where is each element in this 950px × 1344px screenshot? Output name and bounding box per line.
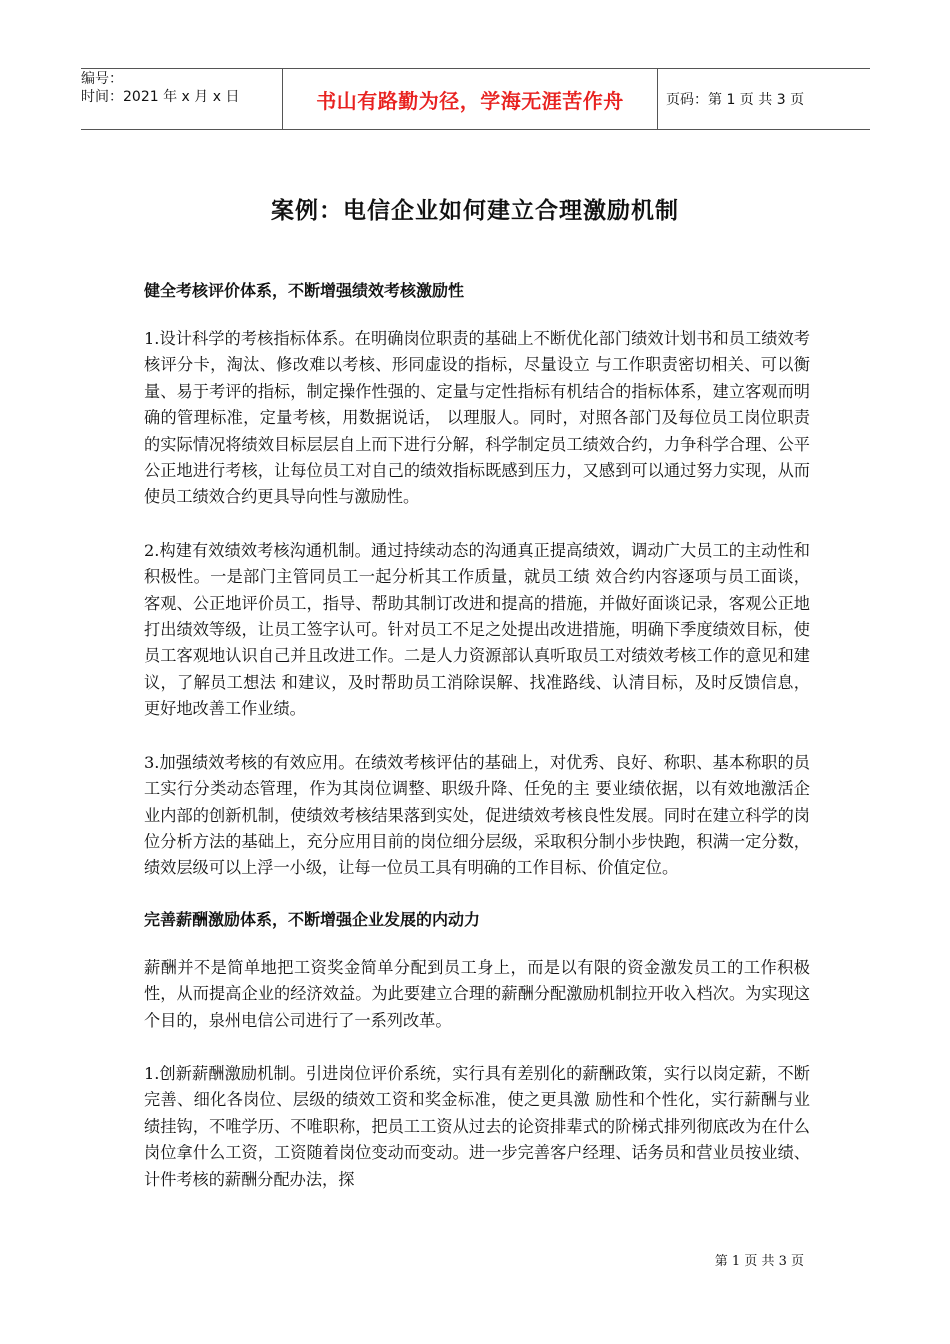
document-body (144, 280, 810, 1220)
body-paragraph: 2.构建有效绩效考核沟通机制。通过持续动态的沟通真正提高绩效，调动广大员工的主动性和积极性。一是部门主管同员工一起分析其工作质量，就员工绩 效合约内容逐项与员工面谈，客观、公正地评价员工，指导、帮助其制订改进和提高的措施，并做好面谈记录，客观公正地打出绩效等级，让员工签字认可。针对员工不足之处提出改进措施，明确下季度绩效目标，使员工客观地认识自己并且改进工作。二是人力资源部认真听取员工对绩效考核工作的意见和建议，了解员工想法 和建议，及时帮助员工消除误解、找准路线、认清目标，及时反馈信息，更好地改善工作业绩。 (144, 540, 810, 719)
section-heading: 完善薪酬激励体系，不断增强企业发展的内动力 (144, 909, 481, 929)
document-number-label: 编号： (81, 71, 123, 87)
body-paragraph: 3.加强绩效考核的有效应用。在绩效考核评估的基础上，对优秀、良好、称职、基本称职的员工实行分类动态管理，作为其岗位调整、职级升降、任免的主 要业绩依据，以有效地激活企业内部的创新机制，使绩效考核结果落到实处，促进绩效考核良性发展。同时在建立科学的岗位分析方法的基础上，充分应用目前的岗位细分层级，采取积分制小步快跑，积满一定分数，绩效层级可以上浮一小级，让每一位员工具有明确的工作目标、价值定位。 (144, 752, 810, 878)
body-paragraph: 薪酬并不是简单地把工资奖金简单分配到员工身上，而是以有限的资金激发员工的工作积极性，从而提高企业的经济效益。为此要建立合理的薪酬分配激励机制拉开收入档次。为实现这个目的，泉州电信公司进行了一系列改革。 (144, 957, 810, 1030)
body-paragraph: 1.设计科学的考核指标体系。在明确岗位职责的基础上不断优化部门绩效计划书和员工绩效考核评分卡，淘汰、修改难以考核、形同虚设的指标，尽量设立 与工作职责密切相关、可以衡量、易于考评的指标，制定操作性强的、定量与定性指标有机结合的指标体系，建立客观而明确的管理标准，定量考核，用数据说话， 以理服人。同时，对照各部门及每位员工岗位职责的实际情况将绩效目标层层自上而下进行分解，科学制定员工绩效合约，力争科学合理、公平公正地进行考核，让每位员工对自己的绩效指标既感到压力，又感到可以通过努力实现，从而使员工绩效合约更具导向性与激励性。 (144, 329, 810, 507)
document-time-label: 时间：2021 年 x 月 x 日 (81, 89, 240, 105)
section-heading: 健全考核评价体系，不断增强绩效考核激励性 (144, 281, 465, 300)
header-motto: 书山有路勤为径，学海无涯苦作舟 (282, 69, 658, 129)
header-meta (81, 69, 282, 129)
page-header (81, 68, 870, 130)
page-footer: 第 1 页 共 3 页 (714, 1254, 804, 1269)
header-page-info: 页码：第 1 页 共 3 页 (666, 92, 805, 108)
document-title: 案例：电信企业如何建立合理激励机制 (271, 198, 679, 224)
body-paragraph: 1.创新薪酬激励机制。引进岗位评价系统，实行具有差别化的薪酬政策，实行以岗定薪，不断完善、细化各岗位、层级的绩效工资和奖金标准，使之更具激 励性和个性化，实行薪酬与业绩挂钩，不唯学历、不唯职称，把员工工资从过去的论资排辈式的阶梯式排列彻底改为在什么岗位拿什么工资，工资随着岗位变动而变动。进一步完善客户经理、话务员和营业员按业绩、计件考核的薪酬分配办法，探 (144, 1063, 810, 1189)
